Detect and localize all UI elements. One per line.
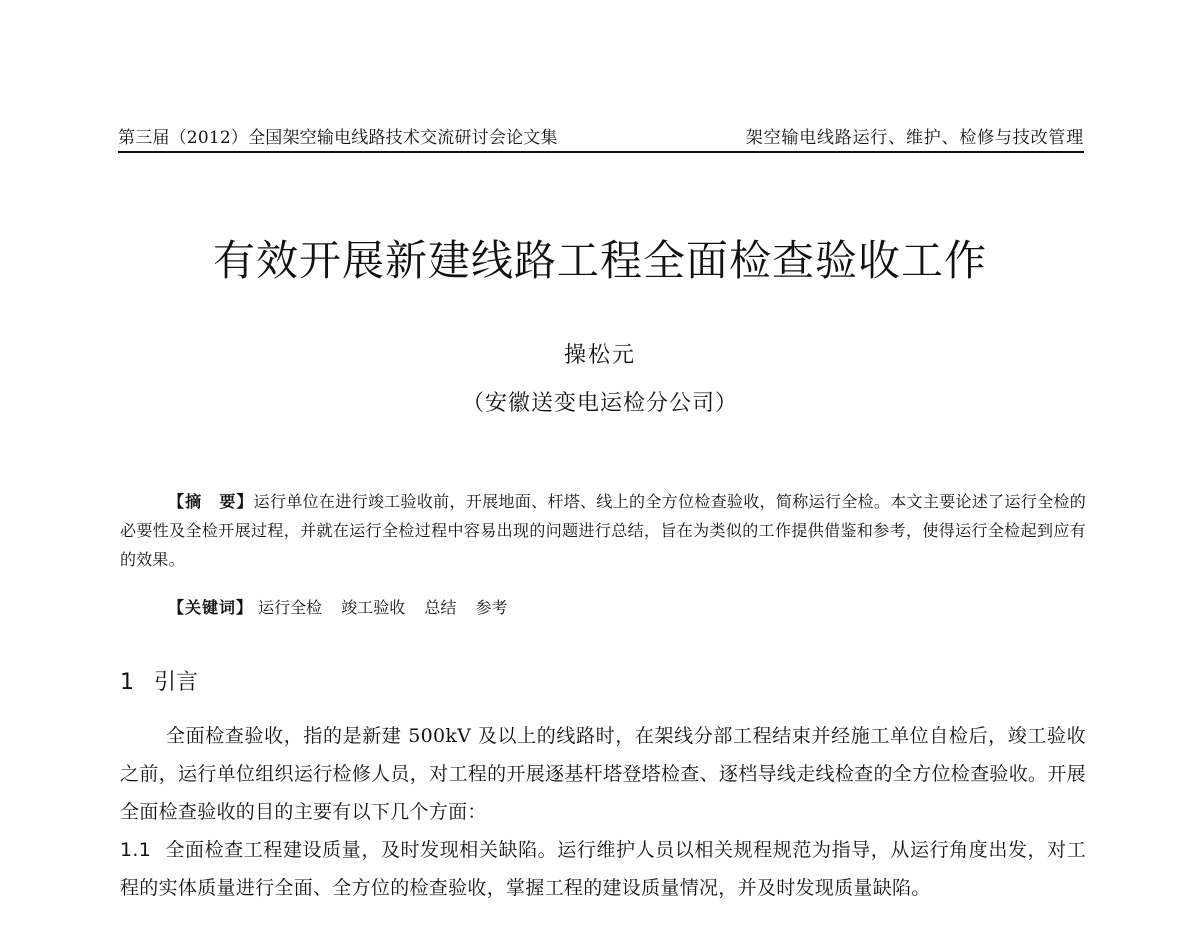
abstract	[120, 487, 1086, 574]
abstract-label: 【摘 要】	[168, 492, 254, 511]
subsection-text: 全面检查工程建设质量，及时发现相关缺陷。运行维护人员以相关规程规范为指导，从运行角度出发，对工程的实体质量进行全面、全方位的检查验收，掌握工程的建设质量情况，并及时发现质量缺陷。	[120, 839, 1086, 899]
running-header-topic: 架空输电线路运行、维护、检修与技改管理	[745, 128, 1084, 148]
running-header-proceedings: 第三届（2012）全国架空输电线路技术交流研讨会论文集	[118, 128, 558, 148]
section-heading	[120, 665, 198, 696]
keywords-label: 【关键词】	[168, 598, 254, 617]
subsection-paragraph	[120, 831, 1086, 907]
abstract-text: 运行单位在进行竣工验收前，开展地面、杆塔、线上的全方位检查验收，简称运行全检。本文主要论述了运行全检的必要性及全检开展过程，并就在运行全检过程中容易出现的问题进行总结，旨在为类似的工作提供借鉴和参考，使得运行全检起到应有的效果。	[120, 492, 1086, 569]
author-name: 操松元	[563, 343, 636, 368]
subsection-number: 1.1	[120, 839, 152, 861]
keyword: 竣工验收	[341, 598, 406, 617]
keyword: 运行全检	[258, 598, 323, 617]
keyword: 总结	[424, 598, 457, 617]
section-number: 1	[120, 670, 134, 695]
author-affiliation: （安徽送变电运检分公司）	[461, 391, 738, 416]
intro-paragraph: 全面检查验收，指的是新建 500kV 及以上的线路时，在架线分部工程结束并经施工单位自检后，竣工验收之前，运行单位组织运行检修人员，对工程的开展逐基杆塔登塔检查、逐档导线走线检查的全方位检查验收。开展全面检查验收的目的主要有以下几个方面：	[120, 725, 1086, 823]
running-header	[118, 121, 1084, 153]
paper-title: 有效开展新建线路工程全面检查验收工作	[212, 236, 987, 285]
keywords	[168, 593, 1086, 622]
keyword: 参考	[475, 598, 508, 617]
section-title: 引言	[154, 670, 199, 695]
